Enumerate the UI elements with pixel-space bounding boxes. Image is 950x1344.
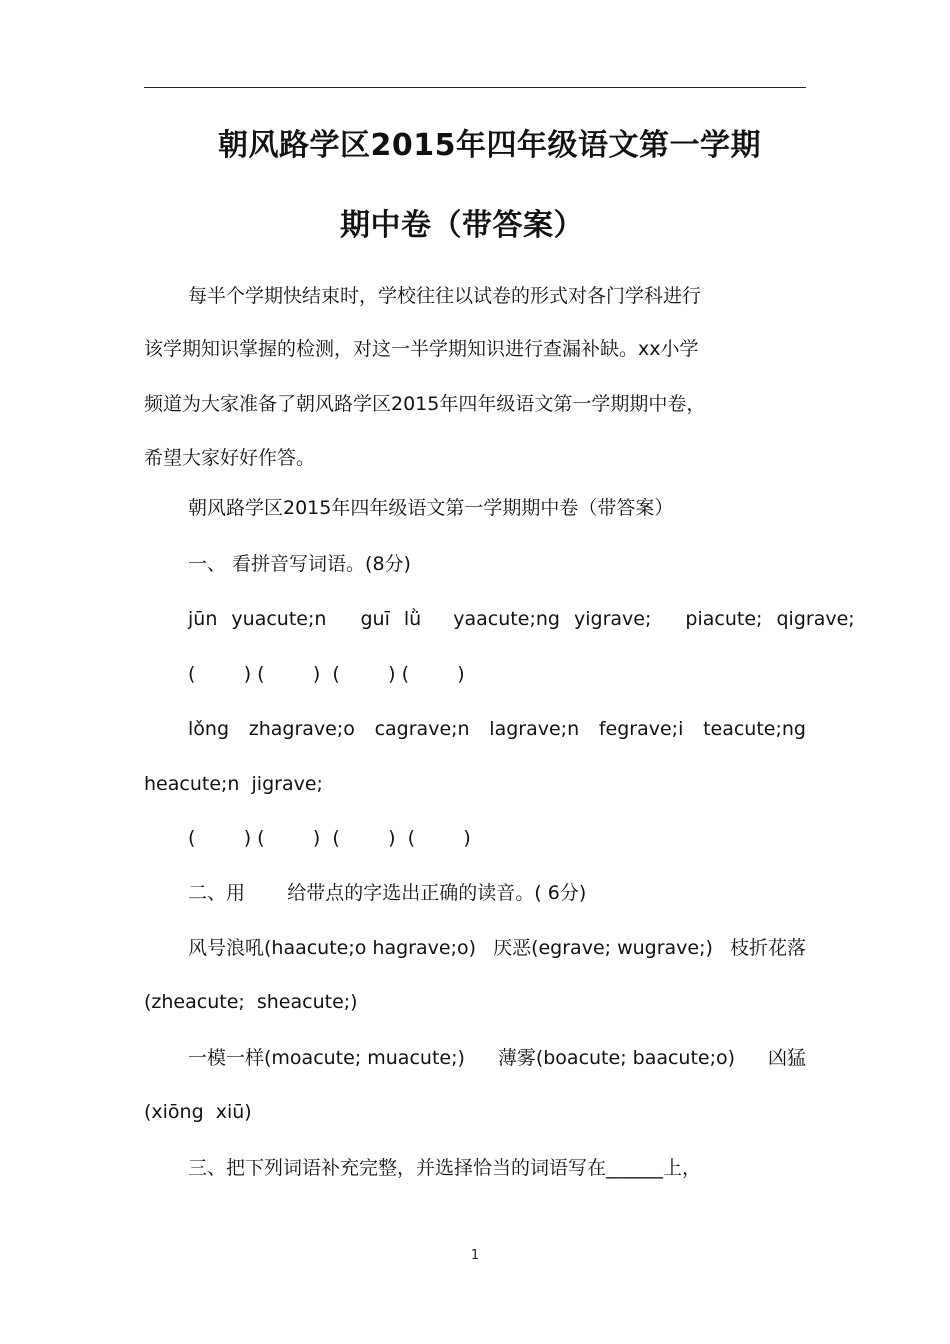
- pinyin-row-2-continuation: heacute;n jigrave;: [144, 773, 323, 795]
- pinyin-word: fegrave;i: [598, 718, 684, 740]
- document-title-line-1: 朝风路学区2015年四年级语文第一学期: [218, 128, 761, 163]
- pinyin-word: guī: [360, 608, 390, 630]
- subtitle-line: 朝风路学区2015年四年级语文第一学期期中卷（带答案）: [188, 497, 674, 519]
- word-with-readings: 薄雾(boacute; baacute;o): [497, 1047, 736, 1069]
- intro-line-2: 该学期知识掌握的检测，对这一半学期知识进行查漏补缺。xx小学: [144, 338, 699, 360]
- word-with-readings: 一模一样(moacute; muacute;): [188, 1047, 465, 1069]
- word-with-readings: 枝折花落: [729, 937, 806, 959]
- pinyin-word: teacute;ng: [703, 718, 806, 740]
- pinyin-word: qigrave;: [776, 608, 855, 630]
- reading-line-1: [144, 934, 806, 962]
- header-rule: [144, 87, 806, 88]
- pinyin-row-1: [144, 605, 855, 633]
- section2-heading: 二、用 给带点的字选出正确的读音。( 6分): [188, 882, 587, 904]
- pinyin-word: lagrave;n: [489, 718, 580, 740]
- page-number: 1: [470, 1248, 480, 1263]
- pinyin-word: cagrave;n: [374, 718, 470, 740]
- section1-heading: 一、 看拼音写词语。(8分): [188, 553, 411, 575]
- pinyin-word: piacute;: [685, 608, 763, 630]
- pinyin-word: yuacute;n: [231, 608, 327, 630]
- pinyin-word: lǒng: [188, 718, 230, 740]
- pinyin-word: yigrave;: [574, 608, 652, 630]
- word-with-readings: 风号浪吼(haacute;o hagrave;o): [188, 937, 477, 959]
- intro-line-3: 频道为大家准备了朝风路学区2015年四年级语文第一学期期中卷，: [144, 393, 706, 415]
- section3-heading: 三、把下列词语补充完整，并选择恰当的词语写在______上，: [188, 1157, 702, 1179]
- intro-line-4: 希望大家好好作答。: [144, 447, 316, 469]
- reading-line-1-continuation: (zheacute; sheacute;): [144, 991, 358, 1013]
- pinyin-word: jūn: [188, 608, 218, 630]
- word-with-readings: 凶猛: [767, 1047, 806, 1069]
- pinyin-row-2: [144, 715, 806, 743]
- reading-line-2: [144, 1044, 806, 1072]
- document-title-line-2: 期中卷（带答案）: [340, 208, 584, 243]
- word-with-readings: 厌恶(egrave; wugrave;): [493, 937, 713, 959]
- pinyin-word: lǜ: [403, 608, 422, 630]
- reading-line-2-continuation: (xiōng xiū): [144, 1101, 252, 1123]
- answer-blanks-row-1: ( ) ( ) ( ) ( ): [188, 663, 465, 685]
- answer-blanks-row-2: ( ) ( ) ( ) ( ): [188, 827, 471, 849]
- pinyin-word: zhagrave;o: [248, 718, 355, 740]
- intro-line-1: 每半个学期快结束时，学校往往以试卷的形式对各门学科进行: [188, 285, 702, 307]
- pinyin-word: yaacute;ng: [453, 608, 560, 630]
